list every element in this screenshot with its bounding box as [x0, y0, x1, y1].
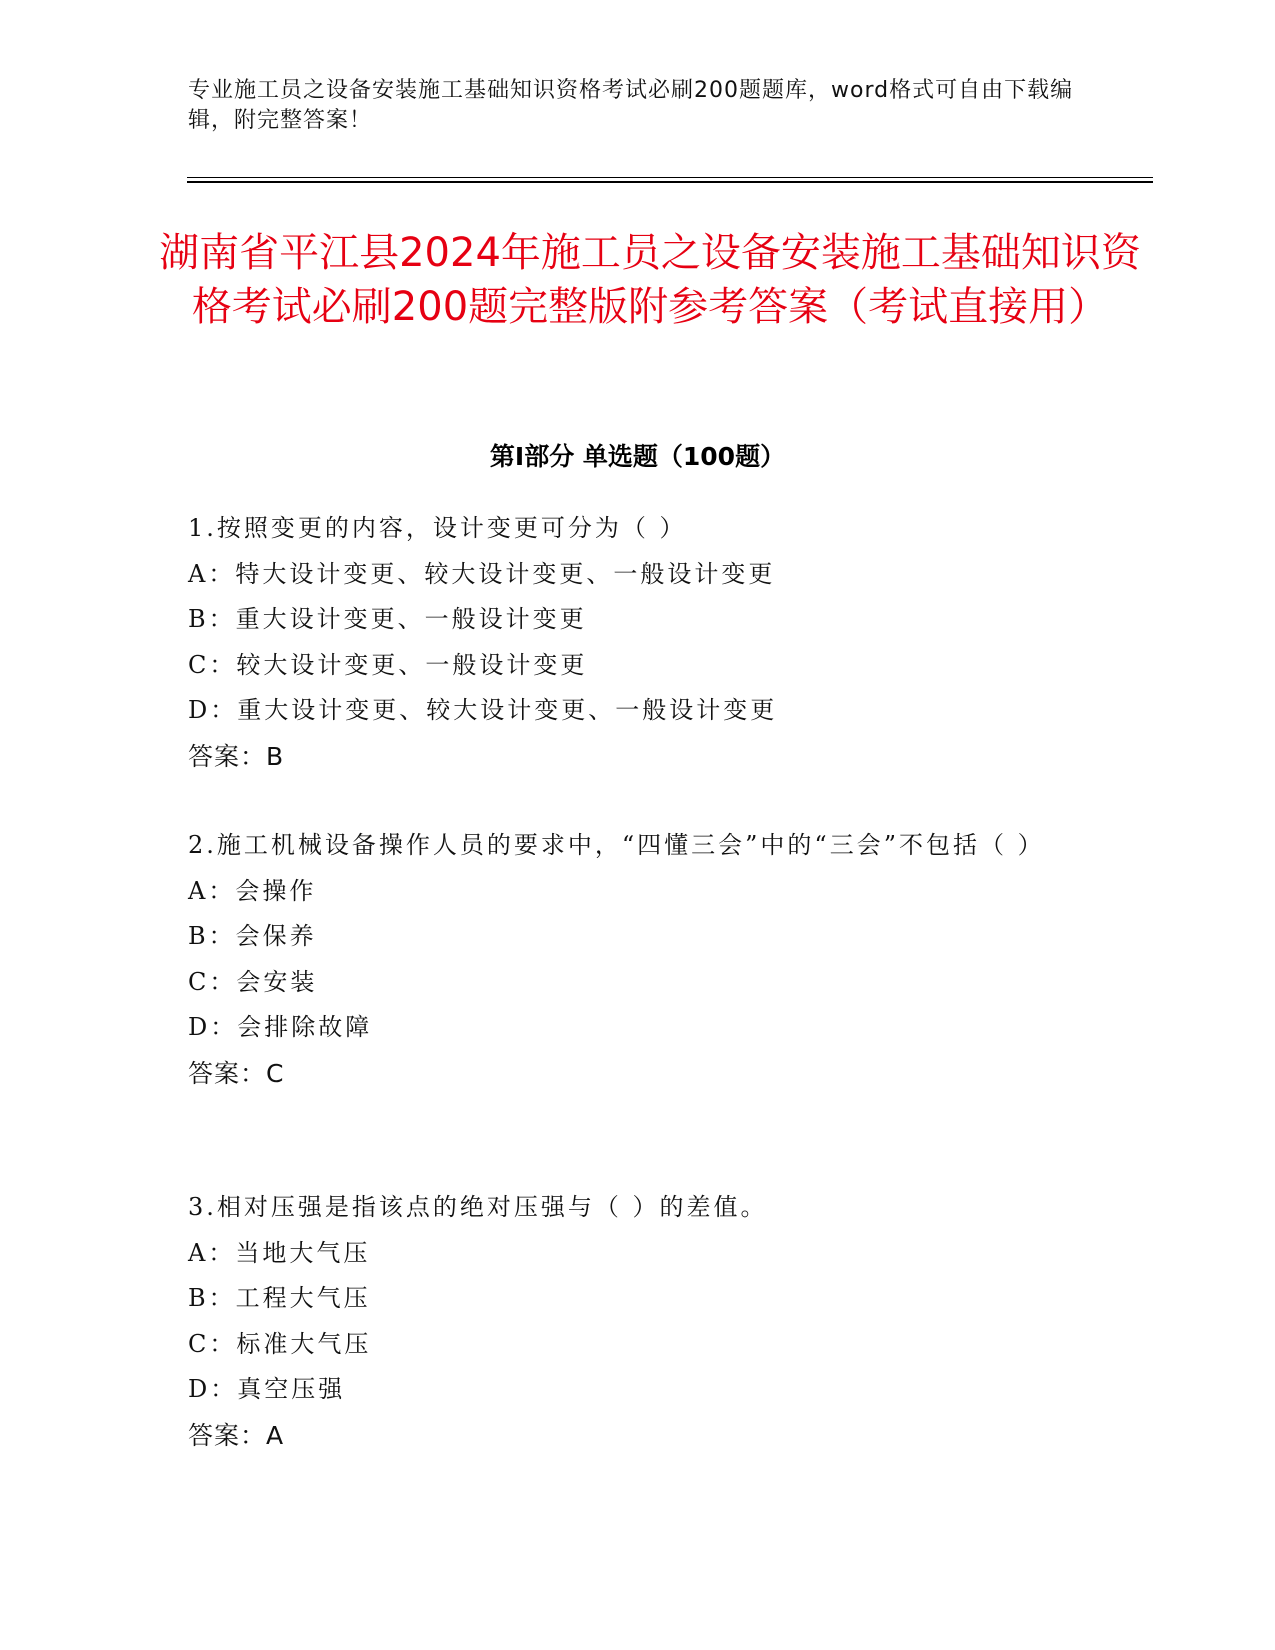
- option-a: A：特大设计变更、较大设计变更、一般设计变更: [188, 559, 776, 588]
- document-title: 湖南省平江县2024年施工员之设备安装施工基础知识资格考试必刷200题完整版附参考答案（考试直接用）: [159, 230, 1141, 330]
- answer: 答案：A: [188, 1420, 285, 1450]
- option-d: D：重大设计变更、较大设计变更、一般设计变更: [188, 696, 778, 724]
- question-2: [188, 823, 1068, 1096]
- option-c: C：会安装: [188, 967, 318, 996]
- option-c: C：较大设计变更、一般设计变更: [188, 650, 588, 679]
- question-stem: 2.施工机械设备操作人员的要求中，“四懂三会”中的“三会”不包括（ ）: [188, 831, 1045, 859]
- header-note: 专业施工员之设备安装施工基础知识资格考试必刷200题题库，word格式可自由下载编辑，附完整答案！: [188, 78, 1074, 133]
- question-3: [188, 1185, 1068, 1458]
- option-d: D：真空压强: [188, 1375, 346, 1403]
- option-d: D：会排除故障: [188, 1013, 373, 1041]
- option-b: B：重大设计变更、一般设计变更: [188, 605, 587, 633]
- answer: 答案：B: [188, 741, 285, 771]
- question-stem: 3.相对压强是指该点的绝对压强与（ ）的差值。: [188, 1193, 768, 1221]
- option-b: B：工程大气压: [188, 1284, 371, 1312]
- section-heading: 第Ⅰ部分 单选题（100题）: [489, 442, 786, 471]
- question-1: [188, 506, 1068, 779]
- header-divider: [187, 177, 1153, 183]
- question-stem: 1.按照变更的内容，设计变更可分为（ ）: [188, 514, 687, 542]
- option-b: B：会保养: [188, 922, 317, 950]
- option-a: A：当地大气压: [188, 1238, 371, 1267]
- answer: 答案：C: [188, 1058, 285, 1088]
- option-c: C：标准大气压: [188, 1329, 372, 1358]
- option-a: A：会操作: [188, 876, 317, 905]
